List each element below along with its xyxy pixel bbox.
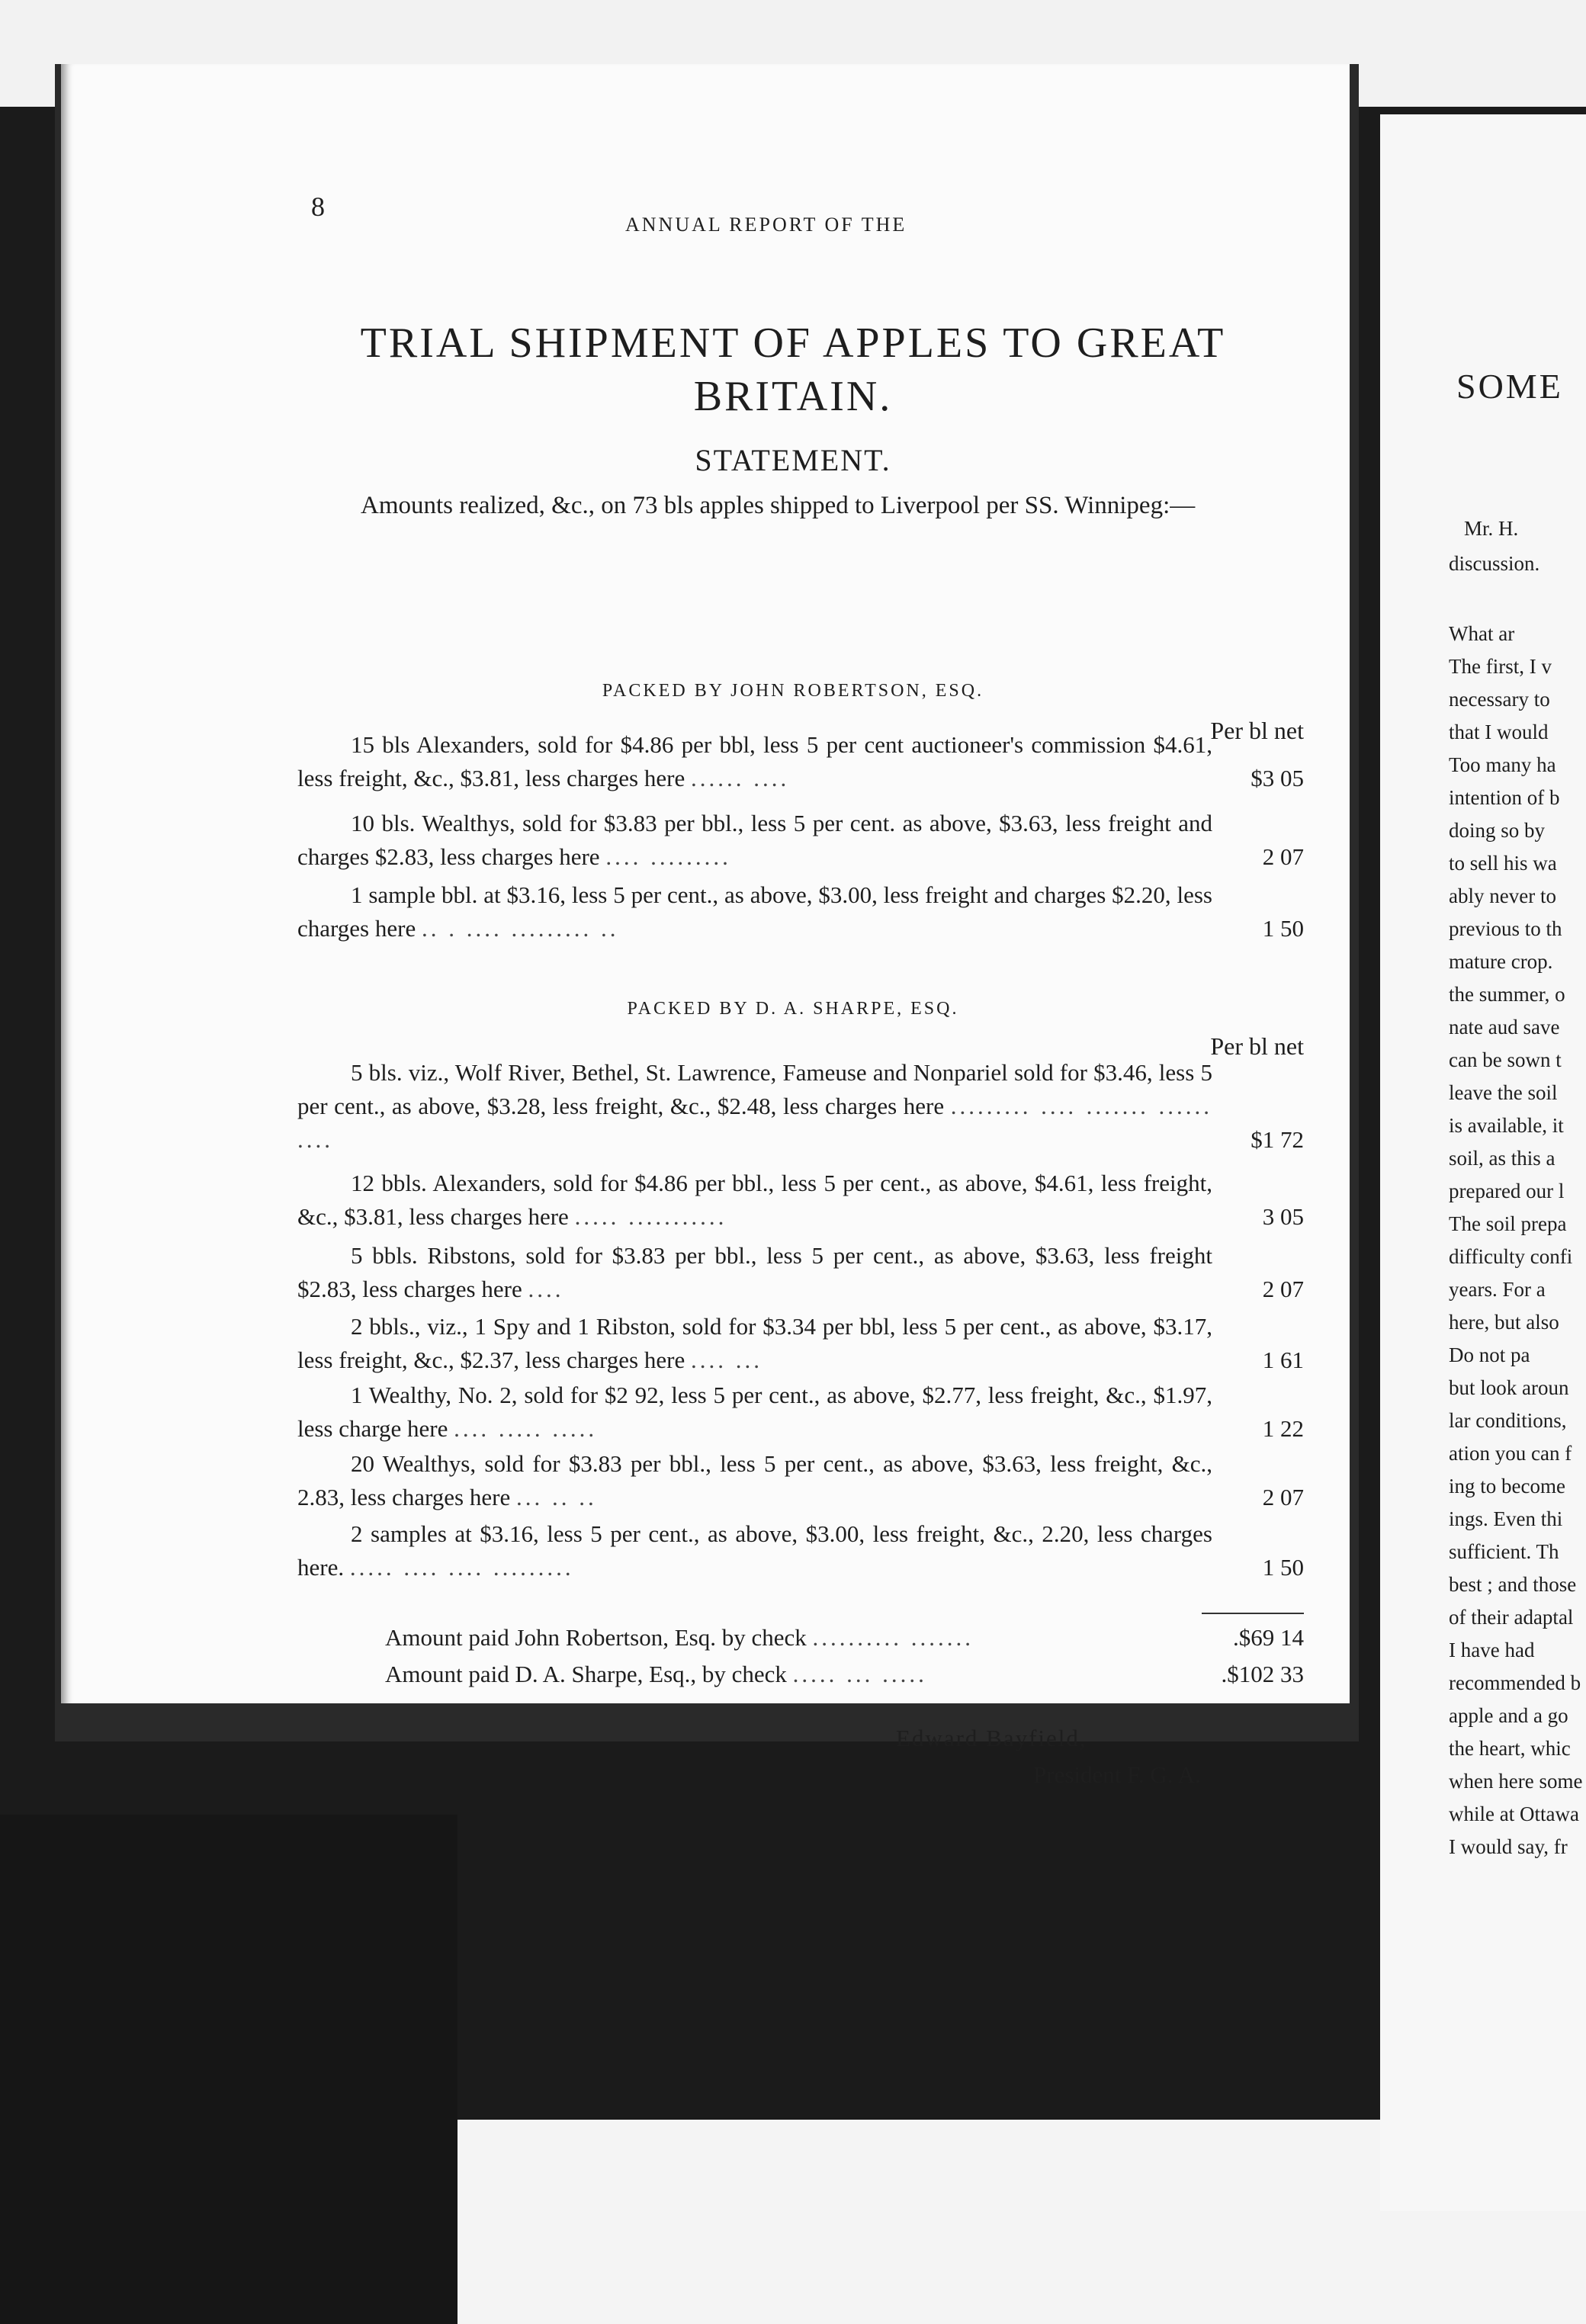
facing-page-line: sufficient. Th [1449,1540,1559,1563]
facing-page-line: previous to th [1449,917,1562,940]
entry-text: 1 sample bbl. at $3.16, less 5 per cent., as above, $3.00, less freight and charges $2.20, less charges here [297,881,1212,942]
facing-page-opening [1449,511,1540,581]
facing-page-line: but look aroun [1449,1376,1569,1399]
facing-page-line: Do not pa [1449,1343,1530,1366]
facing-page-line: of their adaptal [1449,1606,1574,1629]
facing-page-line: doing so by [1449,819,1546,842]
payment-amount: .$102 33 [1221,1661,1304,1687]
ledger-entry: 10 bls. Wealthys, sold for $3.83 per bbl., less 5 per cent. as above, $3.63, less freight and charges $2.83, less charges here .... ......... 2 07 [297,807,1304,874]
ledger-entry: 5 bls. viz., Wolf River, Bethel, St. Lawrence, Fameuse and Nonpariel sold for $3.46, less 5 per cent., as above, $3.28, less freight, &c., $2.48, less charges here ......... .... ....... ...... .... $1 72 [297,1056,1304,1157]
signature-title: President F. G. A. [1033,1761,1201,1788]
payment-line-sharpe: Amount paid D. A. Sharpe, Esq., by check ..... ... ..... .$102 33 [385,1661,1304,1687]
facing-page-line: the heart, whic [1449,1737,1571,1760]
statement-heading: STATEMENT. [695,443,891,477]
facing-page-line: ing to become [1449,1475,1565,1497]
facing-page-line: prepared our l [1449,1180,1565,1202]
facing-page-line: when here some [1449,1770,1583,1793]
facing-page-line: here, but also [1449,1311,1559,1334]
ledger-entry: 2 samples at $3.16, less 5 per cent., as above, $3.00, less freight, &c., 2.20, less charges here. ..... .... .... ......... 1 50 [297,1517,1304,1584]
signature-name: Edward Bayfield, [896,1725,1087,1751]
entry-amount: 1 50 [1262,1554,1304,1581]
section-heading-sharpe: PACKED BY D. A. SHARPE, ESQ. [627,999,959,1019]
facing-page-line: The soil prepa [1449,1212,1567,1235]
ledger-entry: 1 sample bbl. at $3.16, less 5 per cent., as above, $3.00, less freight and charges $2.20, less charges here .. . .... ......... .. 1 50 [297,878,1304,945]
scan-background-dark [0,1815,458,2324]
payment-amount: .$69 14 [1233,1624,1304,1651]
page-title: TRIAL SHIPMENT OF APPLES TO GREAT BRITAIN. [360,319,1226,420]
facing-page [1380,114,1586,2211]
entry-amount: 2 07 [1262,843,1304,870]
facing-page-line: is available, it [1449,1114,1564,1137]
entry-text: 5 bbls. Ribstons, sold for $3.83 per bbl., less 5 per cent., as above, $3.63, less freight $2.83, less charges here [297,1242,1212,1302]
facing-page-line: Too many ha [1449,753,1556,776]
payment-line-robertson: Amount paid John Robertson, Esq. by check .......... ....... .$69 14 [385,1624,1304,1651]
entry-text: 15 bls Alexanders, sold for $4.86 per bbl, less 5 per cent auctioneer's commission $4.61, less freight, &c., $3.81, less charges here [297,731,1212,791]
facing-page-line: What ar [1449,622,1515,645]
entry-amount: 1 50 [1262,915,1304,942]
entry-text: 1 Wealthy, No. 2, sold for $2 92, less 5 per cent., as above, $2.77, less freight, &c., $1.97, less charge here [297,1382,1212,1442]
entry-amount: 1 61 [1262,1347,1304,1373]
ledger-entry: 5 bbls. Ribstons, sold for $3.83 per bbl., less 5 per cent., as above, $3.63, less freight $2.83, less charges here .... 2 07 [297,1239,1304,1306]
intro-paragraph: Amounts realized, &c., on 73 bls apples shipped to Liverpool per SS. Winnipeg:— [361,492,1196,519]
facing-page-line: The first, I v [1449,655,1552,678]
ledger-entry: 12 bbls. Alexanders, sold for $4.86 per bbl., less 5 per cent., as above, $4.61, less freight, &c., $3.81, less charges here ..... ........... 3 05 [297,1167,1304,1234]
facing-page-line: ation you can f [1449,1442,1572,1465]
facing-page-line: necessary to [1449,688,1550,711]
entry-amount: 3 05 [1262,1203,1304,1230]
facing-page-line: ings. Even thi [1449,1507,1563,1530]
facing-page-line: mature crop. [1449,950,1553,973]
facing-page-line: leave the soil [1449,1081,1558,1104]
facing-page-line: Mr. H. [1464,517,1519,540]
column-header-per-bl-net: Per bl net [1210,1032,1304,1060]
facing-page-line: the summer, o [1449,983,1565,1006]
page-number: 8 [311,191,325,222]
facing-page-heading: SOME [1456,367,1563,406]
entry-amount: 1 22 [1262,1415,1304,1442]
entry-text: 10 bls. Wealthys, sold for $3.83 per bbl., less 5 per cent. as above, $3.63, less freight and charges $2.83, less charges here [297,810,1212,870]
entry-text: 5 bls. viz., Wolf River, Bethel, St. Lawrence, Fameuse and Nonpariel sold for $3.46, less 5 per cent., as above, $3.28, less freight, &c., $2.48, less charges here [297,1059,1212,1119]
column-header-per-bl-net: Per bl net [1210,717,1304,744]
entry-amount: 2 07 [1262,1276,1304,1302]
entry-amount: $1 72 [1250,1126,1304,1153]
facing-page-line: I would say, fr [1449,1835,1568,1858]
facing-page-line: to sell his wa [1449,852,1557,875]
payment-label: Amount paid John Robertson, Esq. by check [385,1624,807,1651]
entry-text: 20 Wealthys, sold for $3.83 per bbl., less 5 per cent., as above, $3.63, less freight, &c., 2.83, less charges here [297,1450,1212,1510]
payment-label: Amount paid D. A. Sharpe, Esq., by check [385,1661,787,1687]
facing-page-line: years. For a [1449,1278,1546,1301]
facing-page-text [1449,618,1582,1863]
ledger-entry: 2 bbls., viz., 1 Spy and 1 Ribston, sold for $3.34 per bbl, less 5 per cent., as above, $3.17, less freight, &c., $2.37, less charges here .... ... 1 61 [297,1310,1304,1377]
facing-page-line: best ; and those [1449,1573,1577,1596]
ledger-entry: 20 Wealthys, sold for $3.83 per bbl., less 5 per cent., as above, $3.63, less freight, &c., 2.83, less charges here ... .. .. 2 07 [297,1447,1304,1514]
facing-page-line: soil, as this a [1449,1147,1556,1170]
ledger-entry: 1 Wealthy, No. 2, sold for $2 92, less 5 per cent., as above, $2.77, less freight, &c., $1.97, less charge here .... ..... ..... 1 22 [297,1379,1304,1446]
total-rule [1202,1613,1304,1614]
entry-text: 12 bbls. Alexanders, sold for $4.86 per bbl., less 5 per cent., as above, $4.61, less freight, &c., $3.81, less charges here [297,1170,1212,1230]
section-heading-robertson: PACKED BY JOHN ROBERTSON, ESQ. [602,681,984,701]
facing-page-line: ably never to [1449,884,1556,907]
facing-page-line: I have had [1449,1639,1535,1661]
facing-page-line: that I would [1449,721,1549,743]
facing-page-line: nate aud save [1449,1016,1560,1038]
facing-page-line: recommended b [1449,1671,1581,1694]
facing-page-line: lar conditions, [1449,1409,1567,1432]
entry-text: 2 bbls., viz., 1 Spy and 1 Ribston, sold for $3.34 per bbl, less 5 per cent., as above, $3.17, less freight, &c., $2.37, less charges here [297,1313,1212,1373]
ledger-entry: 15 bls Alexanders, sold for $4.86 per bbl, less 5 per cent auctioneer's commission $4.61, less freight, &c., $3.81, less charges here ...... .... $3 05 [297,728,1304,795]
facing-page-line: apple and a go [1449,1704,1568,1727]
facing-page-line: difficulty confi [1449,1245,1573,1268]
entry-amount: $3 05 [1250,765,1304,791]
facing-page-line: can be sown t [1449,1048,1562,1071]
running-head: ANNUAL REPORT OF THE [625,213,907,236]
facing-page-line: while at Ottawa [1449,1802,1579,1825]
entry-amount: 2 07 [1262,1484,1304,1510]
entry-text: 2 samples at $3.16, less 5 per cent., as above, $3.00, less freight, &c., 2.20, less charges here. [297,1520,1212,1581]
facing-page-line: intention of b [1449,786,1560,809]
facing-page-line: discussion. [1449,552,1540,575]
